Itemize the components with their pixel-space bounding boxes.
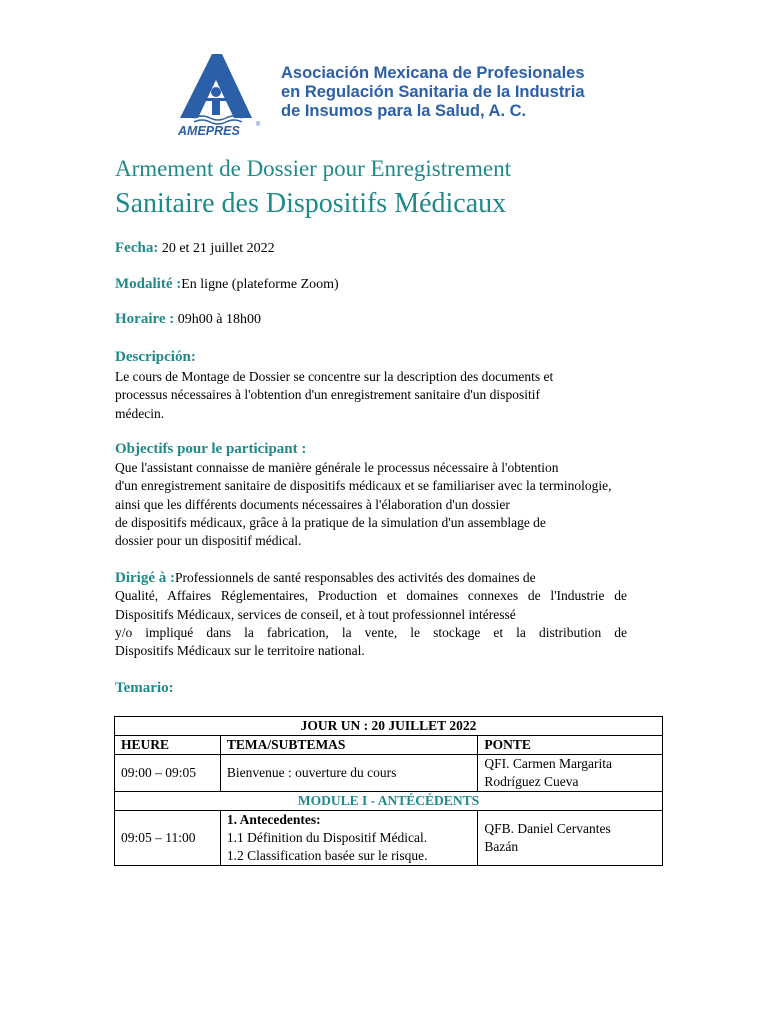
row2-speaker-line-2: Bazán xyxy=(484,839,519,854)
schedule-table xyxy=(114,716,663,866)
table-header-row xyxy=(115,736,663,755)
dirige-first-line-text: Professionnels de santé responsables des activités des domaines de xyxy=(174,570,536,585)
dirige-line-4: y/o impliqué dans la fabrication, la vente, le stockage et la distribution de xyxy=(115,624,627,640)
day-title-row xyxy=(115,717,663,736)
objectifs-line-2: d'un enregistrement sanitaire de dispositifs médicaux et se familiariser avec la terminologie, xyxy=(115,478,612,494)
row2-topic xyxy=(220,811,478,866)
fecha-row xyxy=(115,240,275,257)
org-line-3: de Insumos para la Salud, A. C. xyxy=(281,102,527,120)
modalite-value: En ligne (plateforme Zoom) xyxy=(181,277,339,292)
header-ponte: PONTE xyxy=(478,736,663,755)
temario-heading: Temario: xyxy=(115,680,174,696)
row2-topic-title: 1. Antecedentes: xyxy=(226,812,321,827)
descripcion-text xyxy=(115,368,627,423)
descripcion-line-3: médecin. xyxy=(115,405,165,421)
org-line-1: Asociación Mexicana de Profesionales xyxy=(281,64,585,82)
horaire-value: 09h00 à 18h00 xyxy=(177,312,262,327)
descripcion-line-2: processus nécessaires à l'obtention d'un enregistrement sanitaire d'un dispositif xyxy=(115,387,540,403)
row1-speaker xyxy=(478,755,663,792)
module-row xyxy=(115,792,663,811)
course-title-line-1: Armement de Dossier pour Enregistrement xyxy=(115,156,511,181)
modalite-label: Modalité : xyxy=(115,276,182,292)
header-tema: TEMA/SUBTEMAS xyxy=(220,736,478,755)
amepres-logo-graphic xyxy=(176,52,266,138)
horaire-row xyxy=(115,311,261,328)
objectifs-line-1: Que l'assistant connaisse de manière générale le processus nécessaire à l'obtention xyxy=(115,460,559,475)
course-title-line-2: Sanitaire des Dispositifs Médicaux xyxy=(115,188,507,219)
descripcion-heading: Descripción: xyxy=(115,349,196,365)
logo-registered-mark: ® xyxy=(256,122,261,128)
logo-acronym: AMEPRES xyxy=(178,124,240,138)
modalite-row xyxy=(115,276,339,293)
fecha-label: Fecha: xyxy=(115,240,159,256)
row2-topic-line-2: 1.2 Classification basée sur le risque. xyxy=(226,848,428,863)
dirige-label: Dirigé à : xyxy=(115,570,175,586)
dirige-line-3: Dispositifs Médicaux, services de conseil, et à tout professionnel intéressé xyxy=(115,606,516,622)
dirige-line-2: Qualité, Affaires Réglementaires, Production et domaines connexes de l'Industrie de xyxy=(115,588,627,604)
row1-time: 09:00 – 09:05 xyxy=(115,755,221,792)
row1-topic: Bienvenue : ouverture du cours xyxy=(220,755,478,792)
row2-time: 09:05 – 11:00 xyxy=(115,811,221,866)
organization-name xyxy=(281,64,585,121)
day-title: JOUR UN : 20 JUILLET 2022 xyxy=(115,717,663,736)
dirige-first-line xyxy=(115,569,627,587)
module-title: MODULE I - ANTÉCÉDENTS xyxy=(115,792,663,811)
dirige-line-5: Dispositifs Médicaux sur le territoire national. xyxy=(115,643,365,659)
org-line-2: en Regulación Sanitaria de la Industria xyxy=(281,83,585,101)
horaire-label: Horaire : xyxy=(115,311,175,327)
objectifs-line-4: de dispositifs médicaux, grâce à la pratique de la simulation d'un assemblage de xyxy=(115,514,546,530)
row2-speaker xyxy=(478,811,663,866)
header-heure: HEURE xyxy=(115,736,221,755)
descripcion-line-1: Le cours de Montage de Dossier se concentre sur la description des documents et xyxy=(115,369,554,384)
row1-speaker-line-2: Rodríguez Cueva xyxy=(484,774,579,789)
fecha-value: 20 et 21 juillet 2022 xyxy=(161,241,275,256)
row2-speaker-line-1: QFB. Daniel Cervantes xyxy=(484,821,611,836)
amepres-logo xyxy=(176,52,266,138)
objectifs-heading: Objectifs pour le participant : xyxy=(115,441,307,457)
row1-speaker-line-1: QFI. Carmen Margarita xyxy=(484,756,613,771)
objectifs-line-3: ainsi que les différents documents nécessaires à l'élaboration d'un dossier xyxy=(115,496,510,512)
objectifs-line-5: dossier pour un dispositif médical. xyxy=(115,533,302,549)
table-row xyxy=(115,811,663,866)
objectifs-text xyxy=(115,459,627,550)
table-row xyxy=(115,755,663,792)
row2-topic-line-1: 1.1 Définition du Dispositif Médical. xyxy=(226,830,428,845)
dirige-text xyxy=(115,569,627,660)
